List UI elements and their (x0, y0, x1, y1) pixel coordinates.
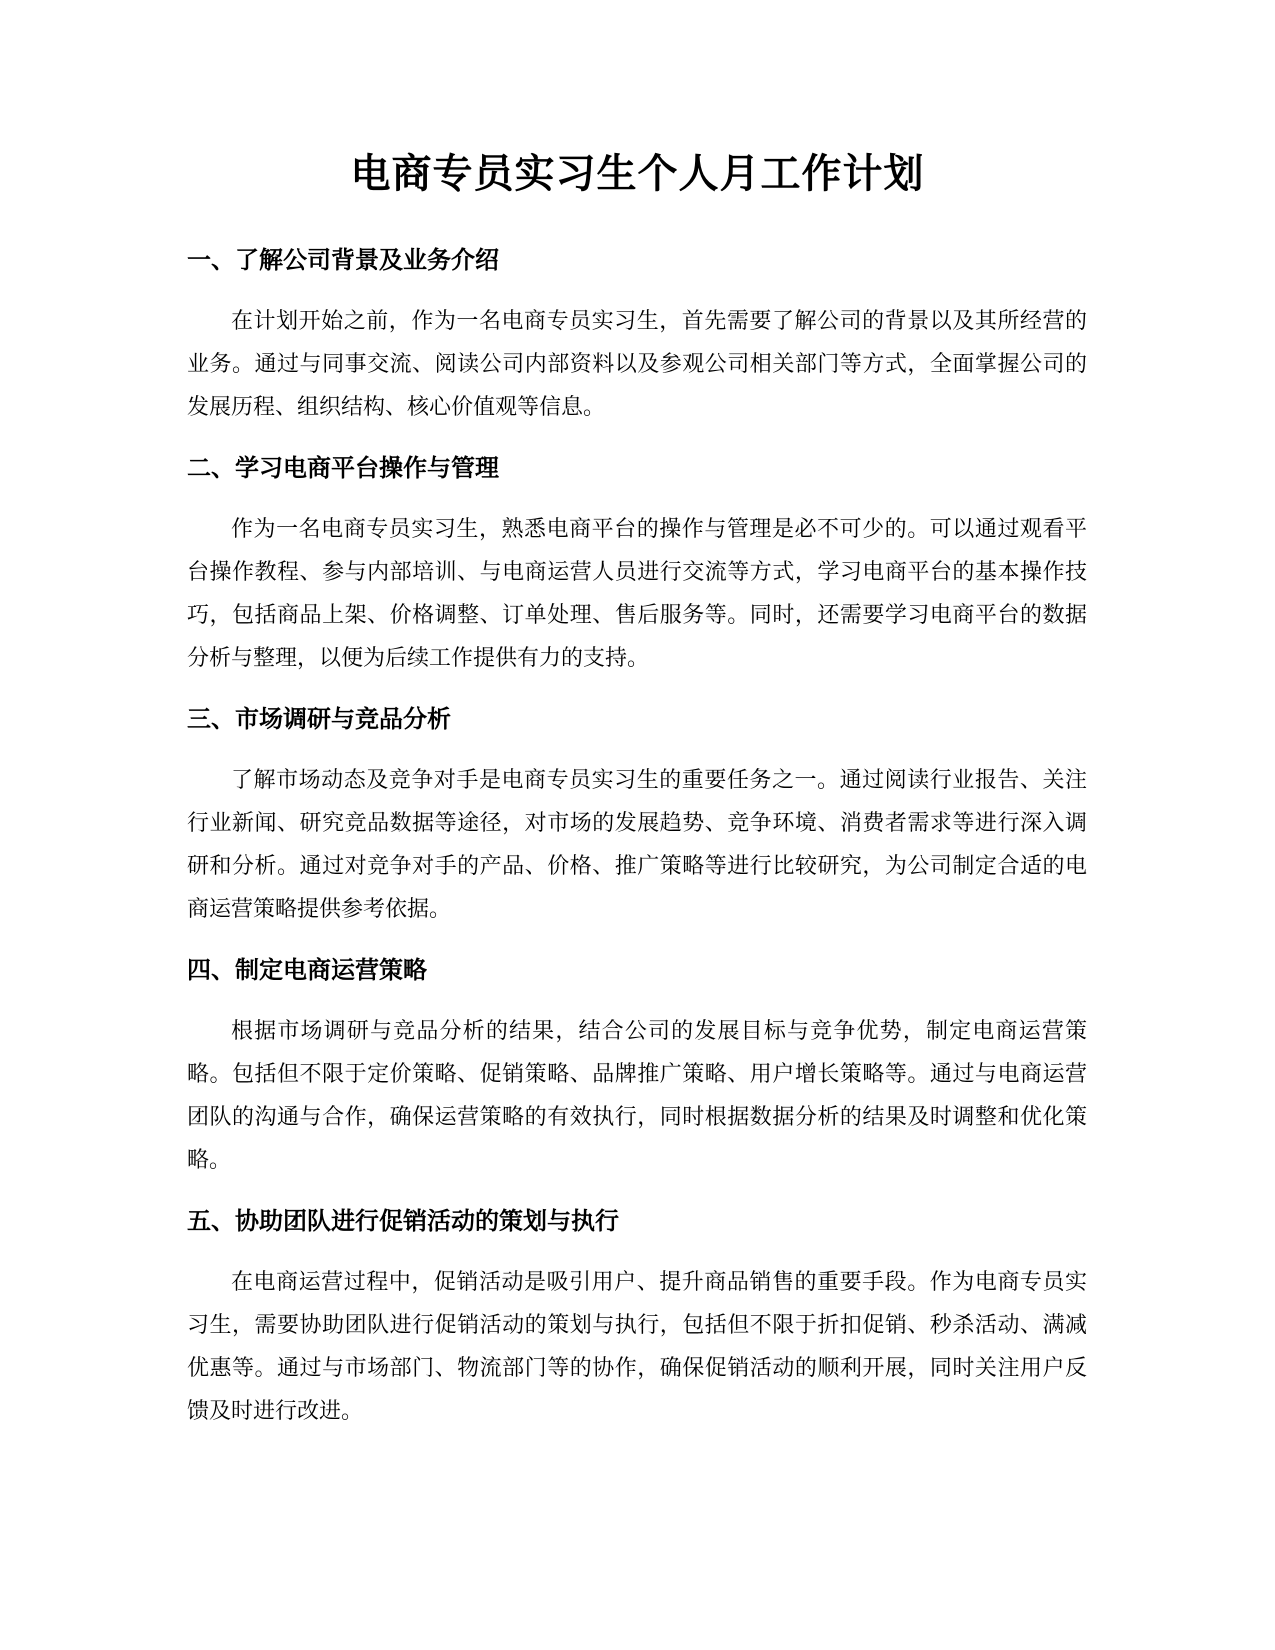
section-heading: 一、了解公司背景及业务介绍 (187, 246, 499, 274)
section-paragraph: 了解市场动态及竞争对手是电商专员实习生的重要任务之一。通过阅读行业报告、关注行业新闻、研究竞品数据等途径，对市场的发展趋势、竞争环境、消费者需求等进行深入调研和分析。通过对竞争对手的产品、价格、推广策略等进行比较研究，为公司制定合适的电商运营策略提供参考依据。 (187, 768, 1087, 922)
section-heading: 三、市场调研与竞品分析 (187, 705, 451, 733)
section-paragraph: 在计划开始之前，作为一名电商专员实习生，首先需要了解公司的背景以及其所经营的业务。通过与同事交流、阅读公司内部资料以及参观公司相关部门等方式，全面掌握公司的发展历程、组织结构、核心价值观等信息。 (187, 309, 1087, 420)
section-paragraph: 根据市场调研与竞品分析的结果，结合公司的发展目标与竞争优势，制定电商运营策略。包括但不限于定价策略、促销策略、品牌推广策略、用户增长策略等。通过与电商运营团队的沟通与合作，确保运营策略的有效执行，同时根据数据分析的结果及时调整和优化策略。 (187, 1019, 1087, 1173)
document-body (187, 240, 1087, 1452)
section-1 (187, 240, 1087, 429)
section-heading: 二、学习电商平台操作与管理 (187, 454, 499, 482)
section-2 (187, 448, 1087, 680)
section-heading: 五、协助团队进行促销活动的策划与执行 (187, 1207, 619, 1235)
section-paragraph: 在电商运营过程中，促销活动是吸引用户、提升商品销售的重要手段。作为电商专员实习生，需要协助团队进行促销活动的策划与执行，包括但不限于折扣促销、秒杀活动、满减优惠等。通过与市场部门、物流部门等的协作，确保促销活动的顺利开展，同时关注用户反馈及时进行改进。 (187, 1270, 1087, 1424)
document-title: 电商专员实习生个人月工作计划 (350, 151, 925, 197)
section-heading: 四、制定电商运营策略 (187, 956, 427, 984)
section-3 (187, 699, 1087, 931)
section-paragraph: 作为一名电商专员实习生，熟悉电商平台的操作与管理是必不可少的。可以通过观看平台操作教程、参与内部培训、与电商运营人员进行交流等方式，学习电商平台的基本操作技巧，包括商品上架、价格调整、订单处理、售后服务等。同时，还需要学习电商平台的数据分析与整理，以便为后续工作提供有力的支持。 (187, 517, 1087, 671)
section-4 (187, 950, 1087, 1182)
section-5 (187, 1201, 1087, 1433)
